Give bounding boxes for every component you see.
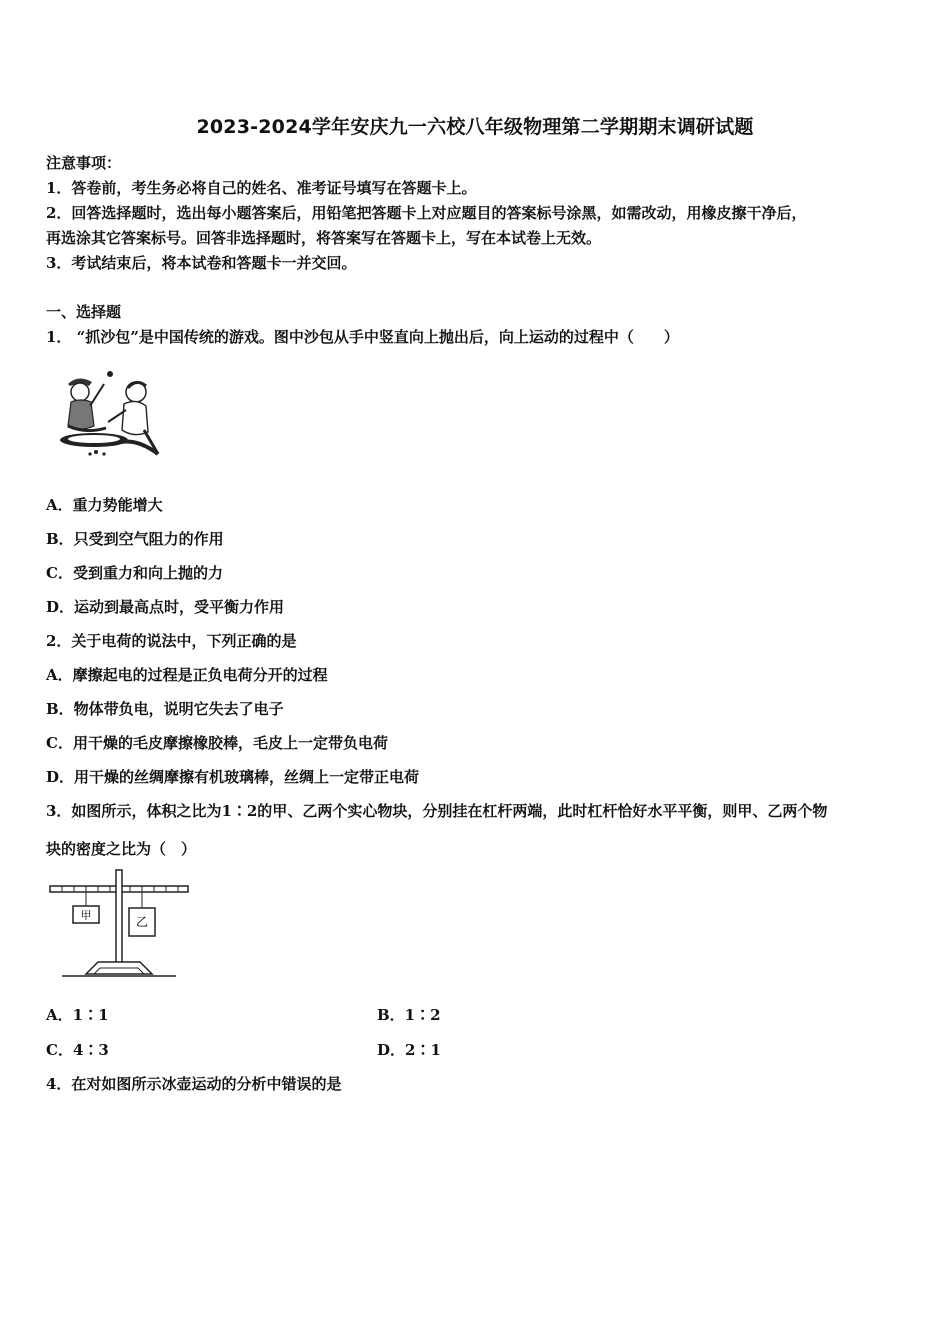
- question-4-stem: 4．在对如图所示冰壶运动的分析中错误的是: [46, 1075, 342, 1093]
- sandbag-game-illustration: [52, 366, 164, 460]
- question-3-option-d: D．2∶1: [377, 1041, 441, 1059]
- question-3-option-c: C．4∶3: [46, 1041, 109, 1059]
- question-2-option-a: A．摩擦起电的过程是正负电荷分开的过程: [46, 666, 328, 684]
- question-2-option-c: C．用干燥的毛皮摩擦橡胶棒，毛皮上一定带负电荷: [46, 734, 388, 752]
- lever-balance-diagram: [48, 866, 190, 982]
- notice-item: 3．考试结束后，将本试卷和答题卡一并交回。: [46, 254, 357, 272]
- question-1-stem: 1． “抓沙包”是中国传统的游戏。图中沙包从手中竖直向上抛出后，向上运动的过程中（ ）: [46, 328, 679, 346]
- page-title: 2023-2024学年安庆九一六校八年级物理第二学期期末调研试题: [196, 116, 754, 138]
- question-1-option-c: C．受到重力和向上抛的力: [46, 564, 223, 582]
- question-2-option-b: B．物体带负电，说明它失去了电子: [46, 700, 284, 718]
- notice-item: 1．答卷前，考生务必将自己的姓名、准考证号填写在答题卡上。: [46, 179, 477, 197]
- notice-item: 再选涂其它答案标号。回答非选择题时，将答案写在答题卡上，写在本试卷上无效。: [46, 229, 602, 247]
- notice-heading: 注意事项：: [46, 154, 122, 172]
- question-2-option-d: D．用干燥的丝绸摩擦有机玻璃棒，丝绸上一定带正电荷: [46, 768, 420, 786]
- question-3-option-b: B．1∶2: [377, 1006, 441, 1024]
- question-3-stem-line2: 块的密度之比为（ ）: [46, 840, 197, 858]
- question-2-stem: 2．关于电荷的说法中，下列正确的是: [46, 632, 297, 650]
- section-heading: 一、选择题: [46, 303, 122, 321]
- question-3-option-a: A．1∶1: [46, 1006, 109, 1024]
- question-1-option-a: A．重力势能增大: [46, 496, 163, 514]
- block-jia-label: 甲: [80, 909, 92, 922]
- question-1-option-b: B．只受到空气阻力的作用: [46, 530, 224, 548]
- question-1-option-d: D．运动到最高点时，受平衡力作用: [46, 598, 285, 616]
- block-yi-label: 乙: [135, 915, 149, 929]
- question-3-stem-line1: 3．如图所示，体积之比为1∶2的甲、乙两个实心物块，分别挂在杠杆两端，此时杠杆恰好水平平衡，则甲、乙两个物: [46, 802, 828, 820]
- notice-item: 2．回答选择题时，选出每小题答案后，用铅笔把答题卡上对应题目的答案标号涂黑，如需改动，用橡皮擦干净后，: [46, 204, 807, 222]
